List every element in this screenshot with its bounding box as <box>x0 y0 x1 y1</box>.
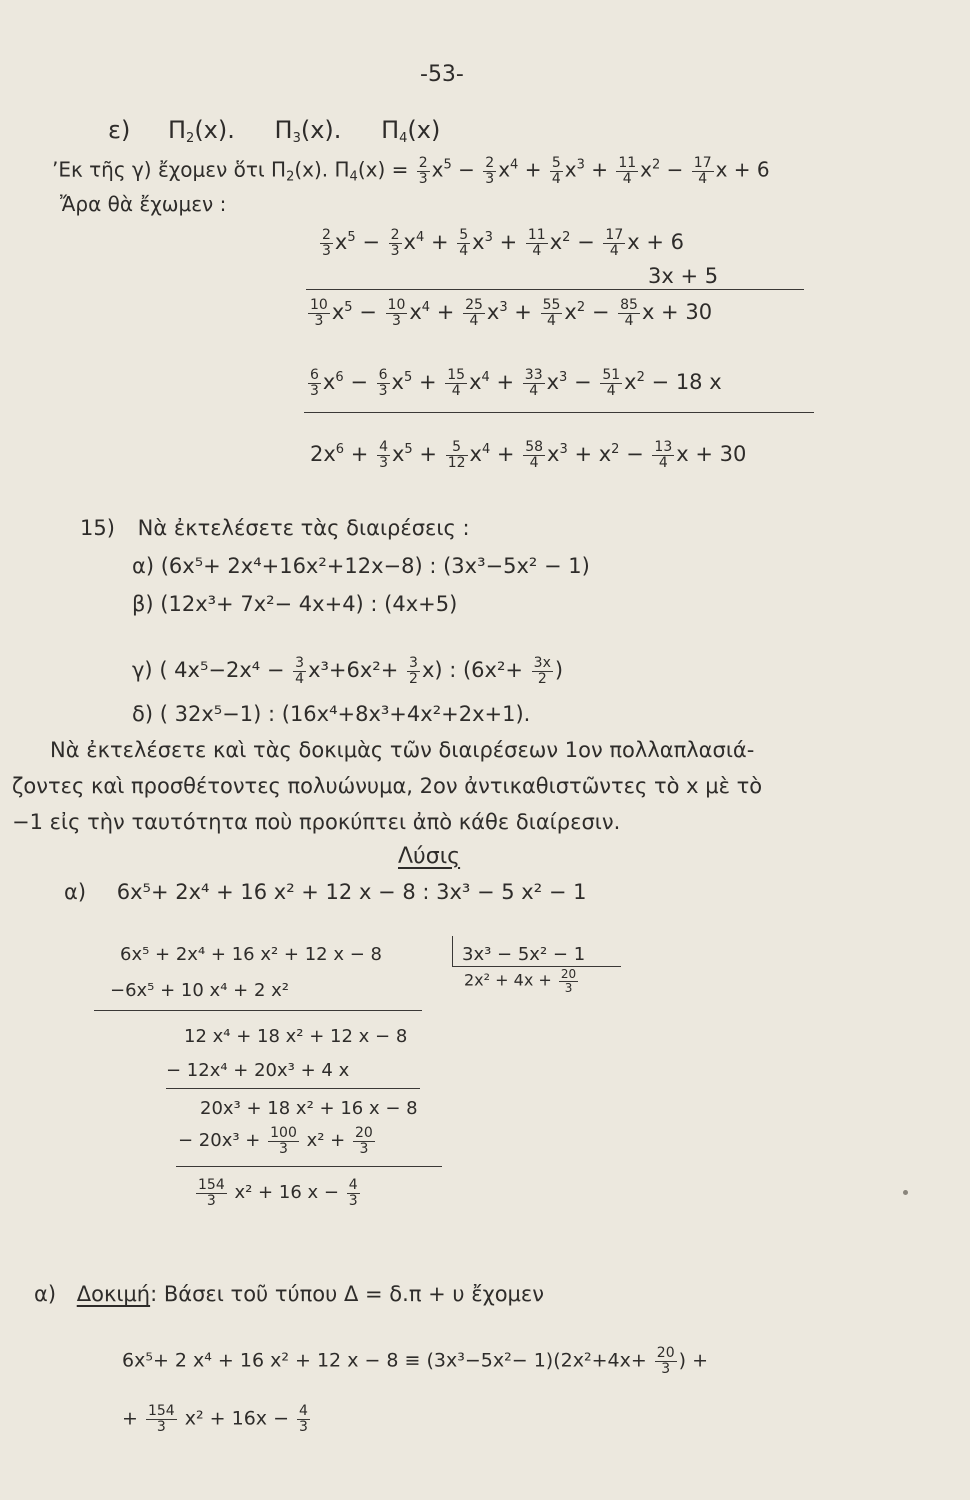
exercise-number: 15) <box>80 516 115 540</box>
solution-problem-a: α) 6x⁵+ 2x⁴ + 16 x² + 12 x − 8 : 3x³ − 5 x² − 1 <box>64 880 587 904</box>
solution-heading: Λύσις <box>398 844 461 869</box>
exercise-item-c: γ) ( 4x⁵−2x⁴ − $\frac{3}{4}$ x³+6x²+ $\frac{3}{2}$ x) : (6x²+ $\frac{3x}{2}$ ) <box>132 655 564 687</box>
paper-speck <box>903 1190 908 1195</box>
division-remainder-1: 12 x⁴ + 18 x² + 12 x − 8 <box>184 1026 408 1047</box>
division-final-remainder: $\frac{154}{3}$ x² + 16 x − $\frac{4}{3}$ <box>198 1177 358 1209</box>
divider-line <box>176 1166 442 1167</box>
check-identity-line-1: 6x⁵+ 2 x⁴ + 16 x² + 12 x − 8 ≡ (3x³−5x²− 1)(2x²+4x+ $\frac{20}{3}$ ) + <box>122 1345 708 1377</box>
mult-row-2: $\frac{10}{3}$ $x^5$ − $\frac{10}{3}$ $x^4$ + $\frac{25}{4}$ $x^3$ + $\frac{55}{4}$ $x^2$ − $\frac{85}{4}$ x + 30 <box>310 297 713 329</box>
division-subtract-1: −6x⁵ + 10 x⁴ + 2 x² <box>110 980 289 1001</box>
divider-line <box>94 1010 422 1011</box>
division-divisor: 3x³ − 5x² − 1 <box>462 944 586 965</box>
division-dividend: 6x⁵ + 2x⁴ + 16 x² + 12 x − 8 <box>120 944 382 965</box>
instruction-paragraph-line: ζοντες καὶ προσθέτοντες πολυώνυμα, 2ον ἀντικαθιστῶντες τὸ x μὲ τὸ <box>12 774 763 798</box>
check-line: α) Δοκιμή: Βάσει τοῦ τύπου Δ = δ.π + υ ἔχομεν <box>34 1282 545 1306</box>
division-remainder-2: 20x³ + 18 x² + 16 x − 8 <box>200 1098 418 1119</box>
division-quotient: 2x² + 4x + $\frac{20}{3}$ <box>464 967 577 995</box>
check-identity-line-2: + $\frac{154}{3}$ x² + 16x − $\frac{4}{3}$ <box>122 1403 308 1435</box>
instruction-paragraph-line: Νὰ ἐκτελέσετε καὶ τὰς δοκιμὰς τῶν διαιρέσεων 1ον πολλαπλασιά- <box>50 738 755 762</box>
division-subtract-2: − 12x⁴ + 20x³ + 4 x <box>166 1060 350 1081</box>
divider-line <box>304 412 814 413</box>
from-part-c-line: ’Εκ τῆς γ) ἔχομεν ὅτι $\Pi_2(x)$. $\Pi_4(x)$ = $\frac{2}{3}$ $x^5$ − $\frac{2}{3}$ $x^4$ + $\frac{5}{4}$ $x^3$ + $\frac{11}{4}$ $x^2$ − $\frac{17}{4}$ x + 6 <box>52 155 770 187</box>
header-line: ε) $\Pi_2(x)$. $\Pi_3(x)$. $\Pi_4(x)$ <box>108 116 441 146</box>
check-title: Δοκιμή <box>76 1282 151 1306</box>
exercise-instruction: Νὰ ἐκτελέσετε τὰς διαιρέσεις : <box>137 516 470 540</box>
exercise-item-a: α) (6x⁵+ 2x⁴+16x²+12x−8) : (3x³−5x² − 1) <box>132 554 590 578</box>
mult-row-1: $\frac{2}{3}$ $x^5$ − $\frac{2}{3}$ $x^4$ + $\frac{5}{4}$ $x^3$ + $\frac{11}{4}$ $x^2$ − $\frac{17}{4}$ x + 6 <box>322 227 684 259</box>
exercise-item-d: δ) ( 32x⁵−1) : (16x⁴+8x³+4x²+2x+1). <box>132 702 531 726</box>
multiplier: 3x + 5 <box>648 264 719 288</box>
page-number: -53- <box>420 62 464 87</box>
therefore-line: Ἄρα θὰ ἔχωμεν : <box>60 192 227 216</box>
exercise-heading <box>80 518 470 539</box>
exercise-item-b: β) (12x³+ 7x²− 4x+4) : (4x+5) <box>132 592 458 616</box>
divider-line <box>306 289 804 290</box>
header-label: ε) <box>108 116 131 144</box>
divider-line <box>166 1088 420 1089</box>
division-subtract-3: − 20x³ + $\frac{100}{3}$ x² + $\frac{20}{3}$ <box>178 1125 373 1157</box>
mult-result: $2x^6$ + $\frac{4}{3}$ $x^5$ + $\frac{5}{12}$ $x^4$ + $\frac{58}{4}$ $x^3 + x^2$ − $\frac{13}{4}$ x + 30 <box>310 439 747 471</box>
instruction-paragraph-line: −1 εἰς τὴν ταυτότητα ποὺ προκύπτει ἀπὸ κάθε διαίρεσιν. <box>12 810 621 834</box>
mult-row-3: $\frac{6}{3}$ $x^6$ − $\frac{6}{3}$ $x^5$ + $\frac{15}{4}$ $x^4$ + $\frac{33}{4}$ $x^3$ − $\frac{51}{4}$ $x^2 - 18$ x <box>310 367 722 399</box>
